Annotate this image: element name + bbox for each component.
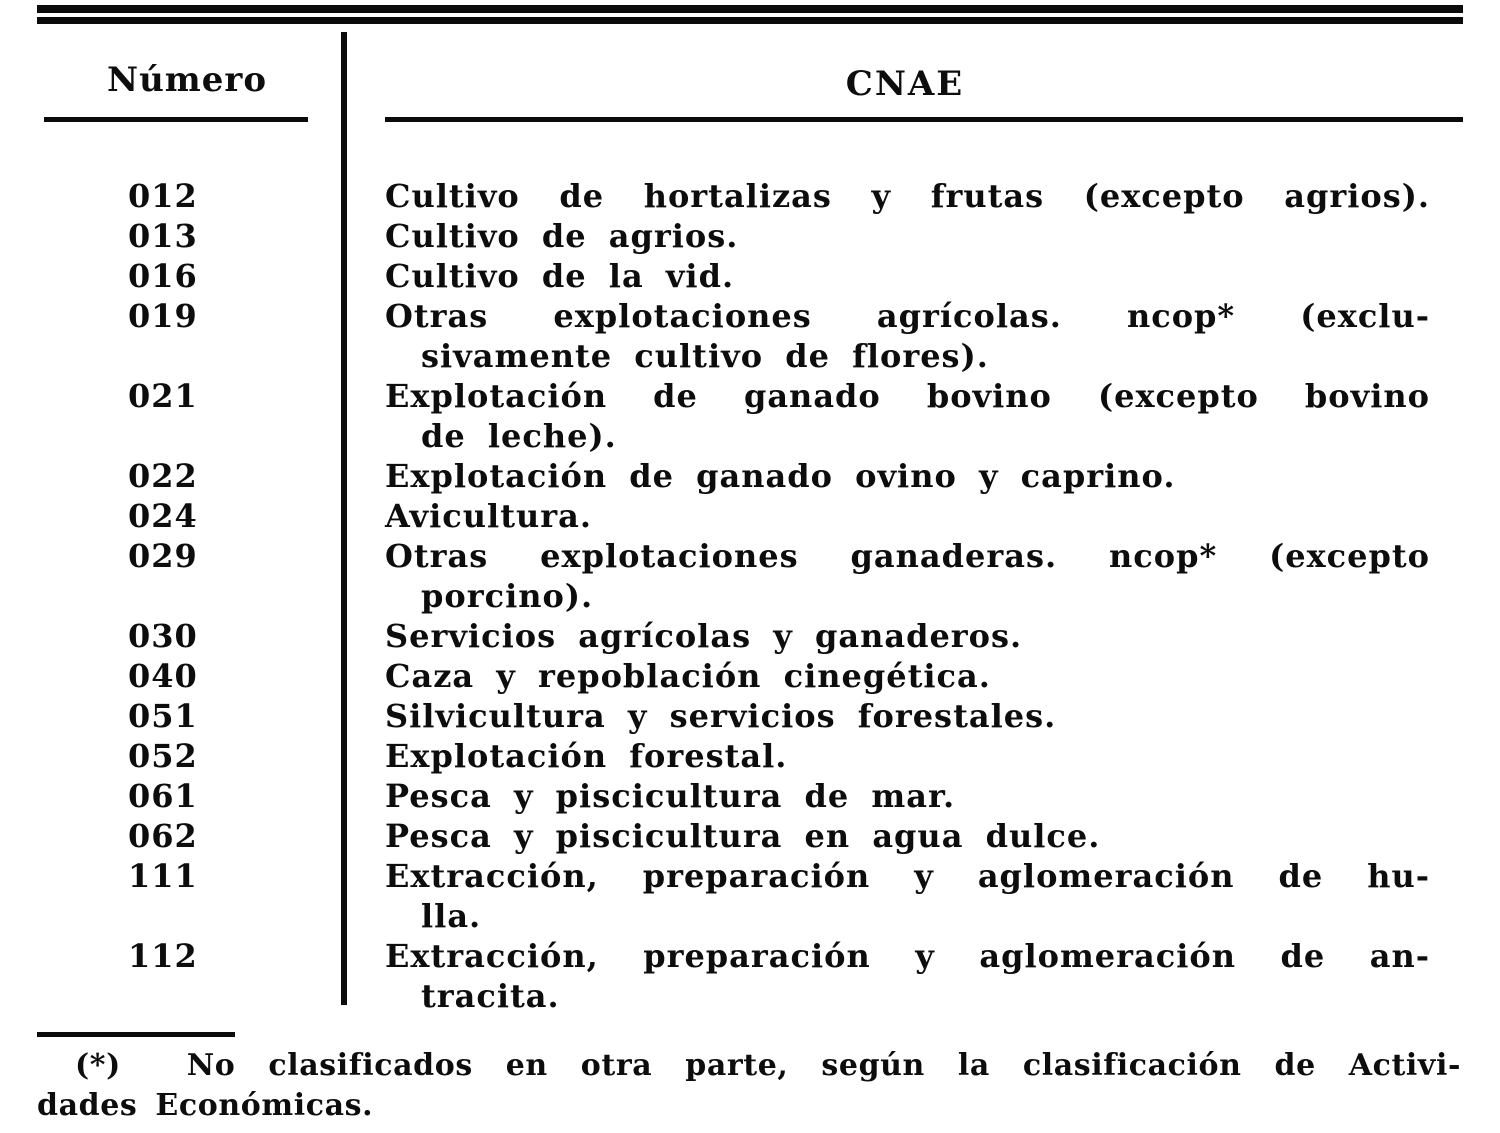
row-text: [385, 696, 1430, 736]
table-row: [37, 816, 1463, 856]
row-text-line: lla.: [421, 897, 482, 935]
table-row: [37, 856, 1463, 936]
table-row: [37, 176, 1463, 216]
row-text-line: Otras explotaciones agrícolas. ncop* (exclu-: [385, 297, 1430, 335]
row-number: 021: [128, 377, 198, 415]
row-number: 061: [128, 777, 198, 815]
column-header-numero: Número: [107, 60, 267, 100]
row-number: 062: [128, 817, 198, 855]
table-row: [37, 736, 1463, 776]
row-text-line: Otras explotaciones ganaderas. ncop* (excepto: [385, 537, 1430, 575]
row-text-line: porcino).: [421, 577, 594, 615]
row-text: [385, 536, 1430, 616]
table-row: [37, 496, 1463, 536]
row-text: [385, 936, 1430, 1016]
row-text: [385, 176, 1430, 216]
row-text: [385, 456, 1430, 496]
row-text-line: Cultivo de la vid.: [385, 257, 735, 295]
row-text-line: Cultivo de hortalizas y frutas (excepto agrios).: [385, 177, 1430, 215]
row-text-line: Extracción, preparación y aglomeración de hu-: [385, 857, 1430, 895]
table-row: [37, 616, 1463, 656]
table-row: [37, 256, 1463, 296]
row-text-line: Extracción, preparación y aglomeración de an-: [385, 937, 1430, 975]
row-number: 040: [128, 657, 198, 695]
table-row: [37, 456, 1463, 496]
row-number: 024: [128, 497, 198, 535]
row-number: 051: [128, 697, 198, 735]
row-number: 022: [128, 457, 198, 495]
table-body: [37, 176, 1463, 1016]
row-text-line: Silvicultura y servicios forestales.: [385, 697, 1057, 735]
row-number: 019: [128, 297, 198, 335]
row-text: [385, 376, 1430, 456]
header-underline-right: [385, 117, 1463, 122]
header-underline-left: [44, 117, 308, 122]
row-text-line: sivamente cultivo de flores).: [421, 337, 989, 375]
row-number: 012: [128, 177, 198, 215]
row-number: 030: [128, 617, 198, 655]
row-number: 112: [128, 937, 198, 975]
row-text-line: Cultivo de agrios.: [385, 217, 739, 255]
row-text: [385, 736, 1430, 776]
row-number: 013: [128, 217, 198, 255]
row-text-line: Explotación de ganado ovino y caprino.: [385, 457, 1176, 495]
row-text-line: Servicios agrícolas y ganaderos.: [385, 617, 1023, 655]
row-text: [385, 296, 1430, 376]
footnote-rule: [37, 1032, 235, 1037]
footnote-line: (*) No clasificados en otra parte, según la clasificación de Activi-: [75, 1048, 1461, 1083]
row-text: [385, 256, 1430, 296]
table-row: [37, 696, 1463, 736]
row-text-line: Pesca y piscicultura en agua dulce.: [385, 817, 1101, 855]
row-text-line: Explotación forestal.: [385, 737, 788, 775]
row-text-line: Caza y repoblación cinegética.: [385, 657, 991, 695]
row-text-line: Pesca y piscicultura de mar.: [385, 777, 956, 815]
row-number: 029: [128, 537, 198, 575]
row-text: [385, 776, 1430, 816]
table-row: [37, 376, 1463, 456]
row-text: [385, 496, 1430, 536]
table-row: [37, 656, 1463, 696]
row-text-line: tracita.: [421, 977, 560, 1015]
table-row: [37, 296, 1463, 376]
table-row: [37, 216, 1463, 256]
table-row: [37, 536, 1463, 616]
row-text-line: de leche).: [421, 417, 617, 455]
row-text: [385, 856, 1430, 936]
row-text: [385, 216, 1430, 256]
row-text: [385, 656, 1430, 696]
footnote: [37, 1046, 1461, 1126]
row-text-line: Avicultura.: [385, 497, 592, 535]
row-text-line: Explotación de ganado bovino (excepto bovino: [385, 377, 1430, 415]
row-number: 016: [128, 257, 198, 295]
column-header-cnae: CNAE: [845, 64, 965, 104]
row-number: 111: [128, 857, 198, 895]
top-double-rule: [37, 5, 1463, 24]
table-row: [37, 776, 1463, 816]
row-text: [385, 816, 1430, 856]
row-number: 052: [128, 737, 198, 775]
row-text: [385, 616, 1430, 656]
table-row: [37, 936, 1463, 1016]
footnote-line: dades Económicas.: [37, 1088, 374, 1123]
